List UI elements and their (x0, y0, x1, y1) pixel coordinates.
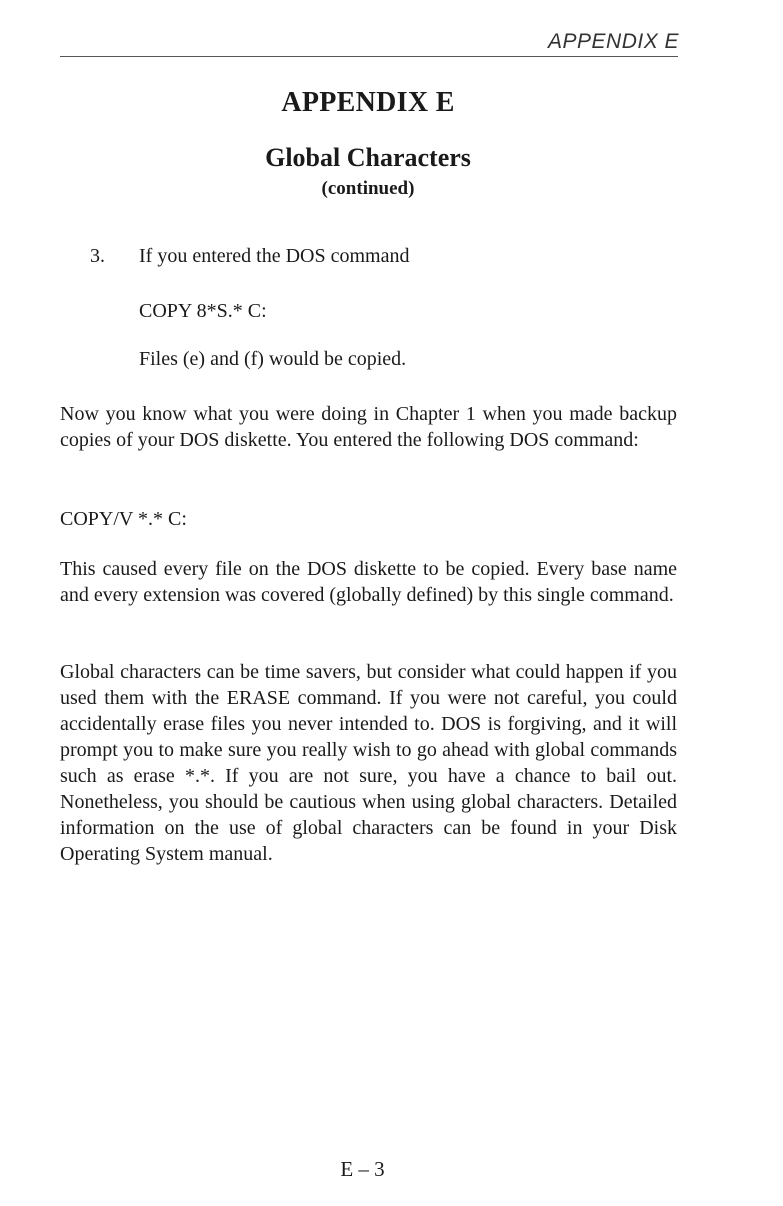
page-number: E – 3 (340, 1157, 385, 1181)
list-item-result: Files (e) and (f) would be copied. (139, 348, 407, 370)
paragraph-chapter-reference: Now you know what you were doing in Chapter 1 when you made backup copies of your DOS diskette. You entered the following DOS command: (60, 403, 677, 451)
continued-label: (continued) (321, 178, 415, 199)
paragraph-global-characters-warning: Global characters can be time savers, but consider what could happen if you used them with the ERASE command. If you were not careful, you could accidentally erase files you never intended to. DOS is forgiving, and it will prompt you to make sure you really wish to go ahead with global commands such as erase *.*. If you are not sure, you have a chance to bail out. Nonetheless, you should be cautious when using global characters. Detailed information on the use of global characters can be found in your Disk Operating System manual. (60, 661, 677, 865)
header-rule (60, 56, 678, 57)
list-item-command: COPY 8*S.* C: (139, 300, 267, 322)
appendix-title: APPENDIX E (281, 87, 455, 118)
dos-command-example: COPY/V *.* C: (60, 508, 187, 530)
paragraph-copy-explanation: This caused every file on the DOS diskette to be copied. Every base name and every extension was covered (globally defined) by this single command. (60, 558, 677, 606)
list-item-number: 3. (90, 245, 105, 267)
list-item-intro: If you entered the DOS command (139, 245, 410, 267)
section-title: Global Characters (265, 143, 471, 172)
running-head: APPENDIX E (548, 30, 680, 53)
